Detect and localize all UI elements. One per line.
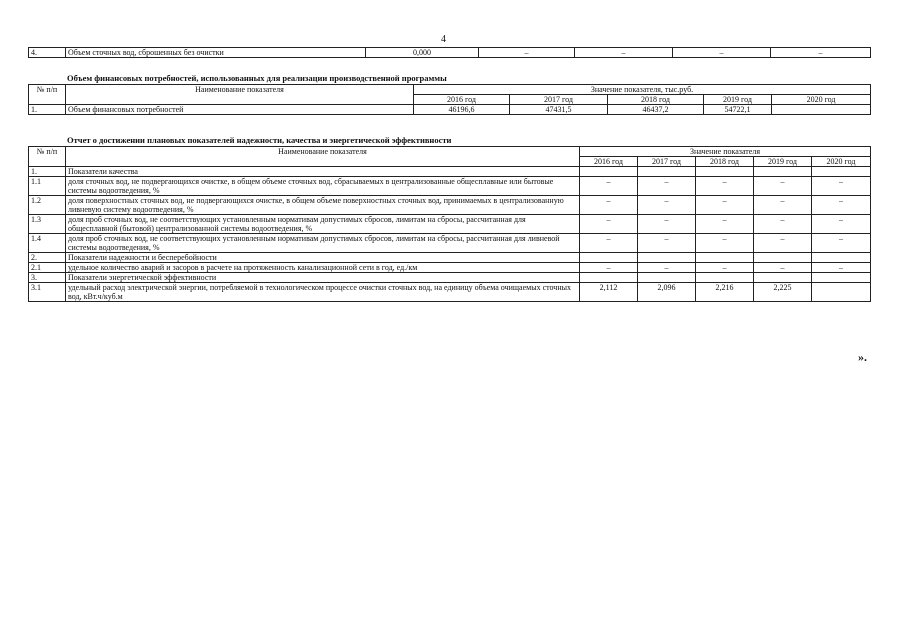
- year-header: 2019 год: [754, 157, 812, 167]
- table-row: [29, 215, 871, 234]
- table-row: [29, 273, 871, 283]
- row-number: 2.1: [29, 263, 66, 273]
- value-cell: –: [812, 263, 871, 273]
- value-cell: [580, 253, 638, 263]
- value-cell: [812, 167, 871, 177]
- indicator-name: удельное количество аварий и засоров в расчете на протяженность канализационной сети в год, ед./км: [66, 263, 580, 273]
- column-header-value: Значение показателя: [580, 147, 871, 157]
- year-header: 2016 год: [580, 157, 638, 167]
- value-cell: –: [812, 177, 871, 196]
- row-number: 3.1: [29, 283, 66, 302]
- fin-section-title: Объем финансовых потребностей, использованных для реализации производственной программы: [67, 73, 447, 83]
- value-cell: 54722,1: [704, 105, 772, 115]
- value-cell: –: [580, 234, 638, 253]
- indicator-name: Показатели качества: [66, 167, 580, 177]
- value-cell: 2,096: [638, 283, 696, 302]
- table-row: [29, 167, 871, 177]
- year-header: 2017 год: [638, 157, 696, 167]
- value-cell: [754, 253, 812, 263]
- value-cell: [696, 273, 754, 283]
- indicator-name: Показатели надежности и бесперебойности: [66, 253, 580, 263]
- value-cell: [754, 167, 812, 177]
- year-header: 2019 год: [704, 95, 772, 105]
- indicator-name: доля проб сточных вод, не соответствующих установленным нормативам допустимых сбросов, лимитам на сбросы, рассчитанная для общесплавной (бытовой) централизованной системы водоотведения, %: [66, 215, 580, 234]
- value-cell: –: [754, 234, 812, 253]
- value-cell: –: [696, 196, 754, 215]
- table-row: [29, 283, 871, 302]
- value-cell: –: [575, 48, 673, 58]
- value-cell: 2,225: [754, 283, 812, 302]
- value-cell: –: [754, 177, 812, 196]
- indicator-name: Показатели энергетической эффективности: [66, 273, 580, 283]
- value-cell: 2,112: [580, 283, 638, 302]
- value-cell: [812, 273, 871, 283]
- row-number: 1.: [29, 105, 66, 115]
- value-cell: –: [696, 263, 754, 273]
- value-cell: –: [580, 196, 638, 215]
- closing-quote: ».: [858, 350, 867, 364]
- year-header: 2016 год: [414, 95, 510, 105]
- value-cell: [772, 105, 871, 115]
- value-cell: –: [771, 48, 871, 58]
- value-cell: –: [638, 196, 696, 215]
- value-cell: –: [580, 177, 638, 196]
- value-cell: –: [580, 263, 638, 273]
- value-cell: –: [696, 215, 754, 234]
- value-cell: 2,216: [696, 283, 754, 302]
- value-cell: –: [479, 48, 575, 58]
- column-header-value: Значение показателя, тыс.руб.: [414, 85, 871, 95]
- report-section-title: Отчет о достижении плановых показателей надежности, качества и энергетической эффективности: [67, 135, 452, 145]
- indicator-name: Объем финансовых потребностей: [66, 105, 414, 115]
- value-cell: 46196,6: [414, 105, 510, 115]
- value-cell: –: [638, 177, 696, 196]
- column-header-number: № п/п: [29, 147, 66, 167]
- value-cell: [580, 167, 638, 177]
- value-cell: [754, 273, 812, 283]
- table-row: [29, 196, 871, 215]
- year-header: 2017 год: [510, 95, 608, 105]
- value-cell: –: [638, 263, 696, 273]
- row-number: 1.3: [29, 215, 66, 234]
- report-table-body: [29, 167, 871, 302]
- indicator-name: удельный расход электрической энергии, потребляемой в технологическом процессе очистки сточных вод, на единицу объема очищаемых сточных вод, кВт.ч/куб.м: [66, 283, 580, 302]
- indicator-name: доля сточных вод, не подвергающихся очистке, в общем объеме сточных вод, сбрасываемых в централизованные общесплавные или бытовые системы водоотведения, %: [66, 177, 580, 196]
- indicator-name: доля проб сточных вод, не соответствующих установленным нормативам допустимых сбросов, лимитам на сбросы, рассчитанная для ливневой системы водоотведения, %: [66, 234, 580, 253]
- value-cell: [638, 273, 696, 283]
- table-header-row: [29, 85, 871, 95]
- value-cell: [812, 253, 871, 263]
- value-cell: 46437,2: [608, 105, 704, 115]
- value-cell: –: [696, 177, 754, 196]
- value-cell: –: [812, 196, 871, 215]
- value-cell: –: [754, 196, 812, 215]
- page-number: 4: [441, 34, 446, 45]
- value-cell: –: [638, 215, 696, 234]
- table-row: [29, 263, 871, 273]
- value-cell: –: [754, 215, 812, 234]
- value-cell: –: [812, 234, 871, 253]
- value-cell: 0,000: [366, 48, 479, 58]
- value-cell: [638, 167, 696, 177]
- indicator-name: Объем сточных вод, сброшенных без очистки: [66, 48, 366, 58]
- year-header: 2018 год: [608, 95, 704, 105]
- value-cell: [580, 273, 638, 283]
- value-cell: –: [673, 48, 771, 58]
- year-header: 2020 год: [772, 95, 871, 105]
- value-cell: –: [638, 234, 696, 253]
- table-row: [29, 234, 871, 253]
- value-cell: [812, 283, 871, 302]
- value-cell: 47431,5: [510, 105, 608, 115]
- table-row: [29, 105, 871, 115]
- table-row: [29, 48, 871, 58]
- year-header: 2018 год: [696, 157, 754, 167]
- report-table: [28, 146, 871, 302]
- value-cell: –: [812, 215, 871, 234]
- value-cell: [696, 167, 754, 177]
- value-cell: [638, 253, 696, 263]
- row-number: 2.: [29, 253, 66, 263]
- value-cell: [696, 253, 754, 263]
- value-cell: –: [696, 234, 754, 253]
- column-header-name: Наименование показателя: [66, 85, 414, 105]
- table-header-row: [29, 147, 871, 157]
- row-number: 1.2: [29, 196, 66, 215]
- top-table: [28, 47, 871, 58]
- value-cell: –: [580, 215, 638, 234]
- table-row: [29, 253, 871, 263]
- table-row: [29, 177, 871, 196]
- column-header-name: Наименование показателя: [66, 147, 580, 167]
- row-number: 1.4: [29, 234, 66, 253]
- row-number: 4.: [29, 48, 66, 58]
- row-number: 3.: [29, 273, 66, 283]
- year-header: 2020 год: [812, 157, 871, 167]
- fin-table: [28, 84, 871, 115]
- value-cell: –: [754, 263, 812, 273]
- column-header-number: № п/п: [29, 85, 66, 105]
- row-number: 1.: [29, 167, 66, 177]
- indicator-name: доля поверхностных сточных вод, не подвергающихся очистке, в общем объеме поверхностных сточных вод, принимаемых в централизованную ливневую систему водоотведения, %: [66, 196, 580, 215]
- row-number: 1.1: [29, 177, 66, 196]
